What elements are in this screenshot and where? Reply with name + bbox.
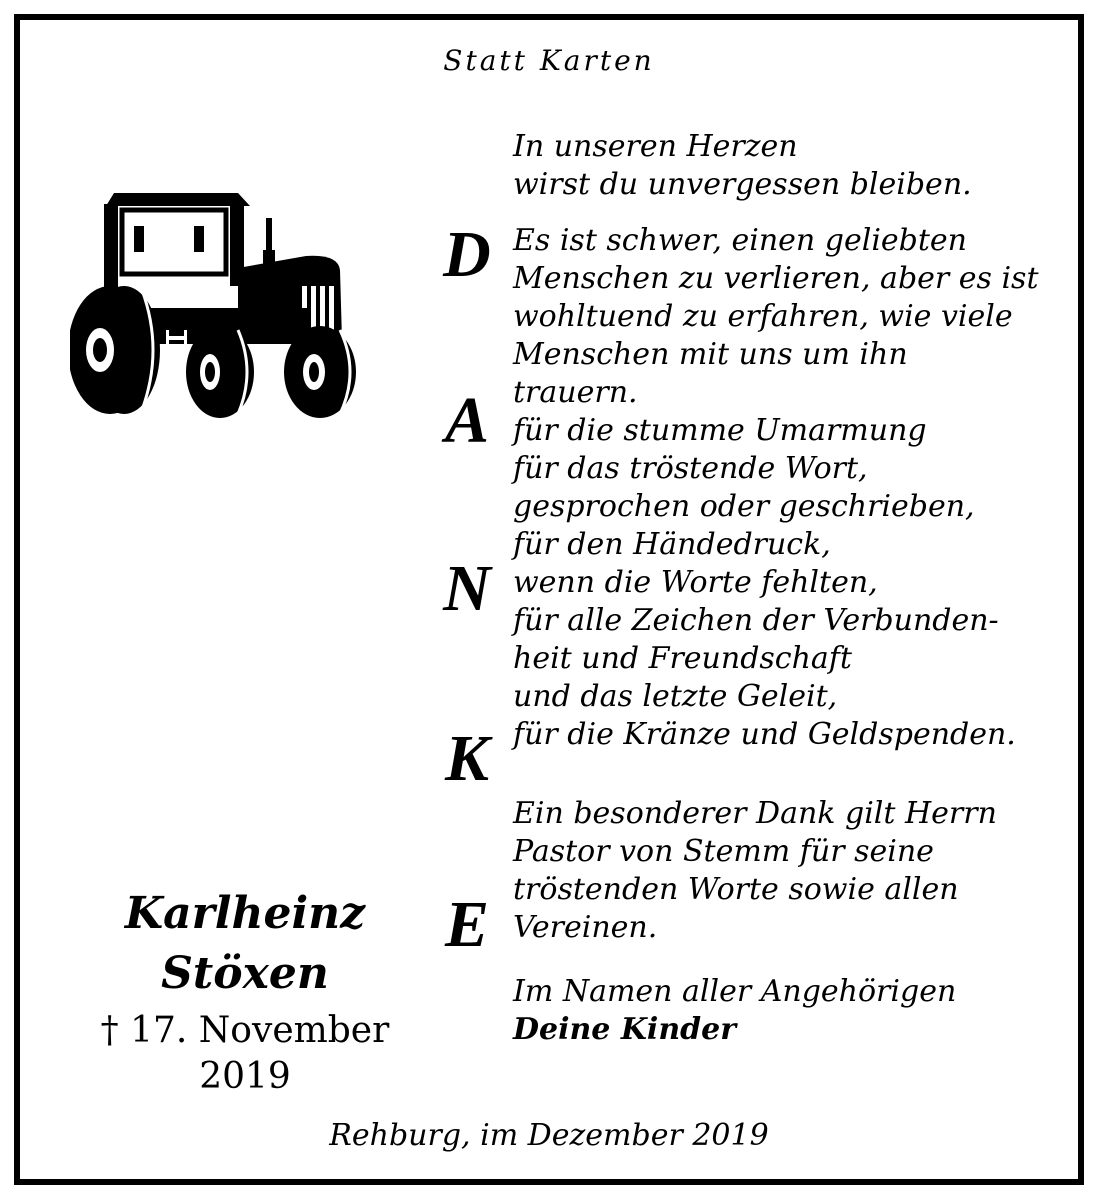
- death-date: † 17. November 2019: [100, 1010, 390, 1097]
- body-line: für den Händedruck,: [513, 527, 831, 562]
- signature: Deine Kinder: [513, 1012, 736, 1047]
- acrostic-letter-d: D: [443, 218, 491, 291]
- body-line: wenn die Worte fehlten,: [513, 565, 878, 600]
- deceased-last-name: Stöxen: [161, 948, 329, 999]
- acrostic-letter-e: E: [444, 888, 490, 961]
- place-date: Rehburg, im Dezember 2019: [329, 1118, 769, 1153]
- deceased-first-name: Karlheinz: [124, 888, 366, 939]
- thanks-line: Pastor von Stemm für seine: [513, 834, 934, 869]
- poem-line: wirst du unvergessen bleiben.: [513, 167, 972, 202]
- body-line: Menschen zu verlieren, aber es ist: [513, 261, 1039, 296]
- thanks-block: [513, 795, 997, 947]
- body-block: [513, 222, 1039, 754]
- body-line: für die stumme Umarmung: [513, 413, 927, 448]
- thanks-line: tröstenden Worte sowie allen: [513, 872, 959, 907]
- closing-block: [513, 973, 956, 1049]
- thanks-line: Ein besonderer Dank gilt Herrn: [513, 796, 997, 831]
- poem-line: In unseren Herzen: [513, 129, 798, 164]
- tractor-icon: [70, 190, 365, 420]
- notice-header: Statt Karten: [443, 44, 655, 77]
- thanks-line: Vereinen.: [513, 910, 658, 945]
- poem-block: [513, 128, 972, 204]
- body-line: wohltuend zu erfahren, wie viele: [513, 299, 1013, 334]
- body-line: gesprochen oder geschrieben,: [513, 489, 975, 524]
- acrostic-letter-n: N: [443, 552, 491, 625]
- closing-line: Im Namen aller Angehörigen: [513, 974, 957, 1009]
- body-line: Es ist schwer, einen geliebten: [513, 223, 967, 258]
- body-line: trauern.: [513, 375, 638, 410]
- acrostic-letter-k: K: [444, 722, 490, 795]
- body-line: und das letzte Geleit,: [513, 679, 838, 714]
- body-line: für alle Zeichen der Verbunden-: [513, 603, 999, 638]
- body-line: für das tröstende Wort,: [513, 451, 868, 486]
- acrostic-letter-a: A: [444, 384, 490, 457]
- body-line: heit und Freundschaft: [513, 641, 852, 676]
- body-line: Menschen mit uns um ihn: [513, 337, 908, 372]
- body-line: für die Kränze und Geldspenden.: [513, 717, 1016, 752]
